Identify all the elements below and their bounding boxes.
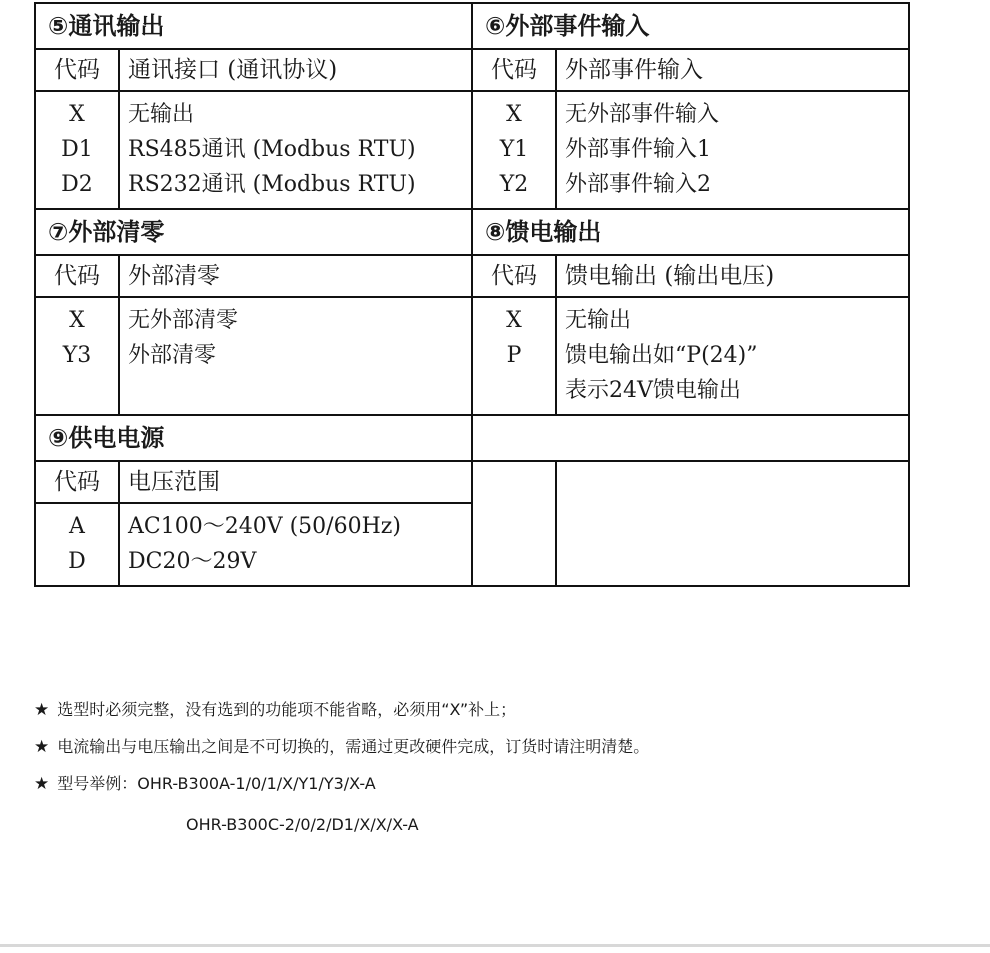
note-text: 型号举例：OHR-B300A-1/0/1/X/Y1/Y3/X-A — [57, 774, 376, 793]
desc-value: 外部事件输入1 — [565, 137, 712, 162]
col-header-code-6: 代码 — [472, 49, 556, 91]
blank-header-cell — [472, 415, 909, 461]
col-header-code-9: 代码 — [35, 461, 119, 503]
code-value: Y2 — [499, 172, 529, 197]
code-value: X — [506, 102, 522, 127]
desc-value: 无输出 — [128, 102, 195, 127]
code-value: Y3 — [62, 343, 92, 368]
table-row — [35, 3, 909, 49]
desc-value: DC20～29V — [128, 549, 257, 574]
col-header-desc-5: 通讯接口 (通讯协议) — [119, 49, 472, 91]
code-value: X — [506, 308, 522, 333]
section-header-external-reset: ⑦外部清零 — [35, 209, 472, 255]
col-header-code-8: 代码 — [472, 255, 556, 297]
code-value: A — [69, 514, 85, 539]
code-list-8 — [472, 297, 556, 415]
col-header-desc-7: 外部清零 — [119, 255, 472, 297]
table-row — [35, 255, 909, 297]
desc-list-7 — [119, 297, 472, 415]
code-value: D1 — [61, 137, 93, 162]
note-text: 选型时必须完整，没有选到的功能项不能省略，必须用“X”补上； — [57, 700, 517, 719]
code-list-9 — [35, 503, 119, 586]
code-list-6 — [472, 91, 556, 209]
star-icon: ★ — [34, 774, 50, 794]
model-selection-table — [34, 2, 910, 587]
section-header-feed-output: ⑧馈电输出 — [472, 209, 909, 255]
code-value: X — [69, 102, 85, 127]
bottom-divider — [0, 944, 990, 947]
code-value: D2 — [61, 172, 93, 197]
code-value: P — [506, 343, 522, 368]
col-header-desc-9: 电压范围 — [119, 461, 472, 503]
desc-list-5 — [119, 91, 472, 209]
star-icon: ★ — [34, 737, 50, 757]
blank-cell-right — [556, 461, 909, 586]
blank-cell-left — [472, 461, 556, 586]
desc-list-8 — [556, 297, 909, 415]
desc-value: 馈电输出如“P(24)” — [565, 343, 758, 368]
code-value: D — [68, 549, 86, 574]
code-list-7 — [35, 297, 119, 415]
col-header-code-7: 代码 — [35, 255, 119, 297]
desc-value: 外部事件输入2 — [565, 172, 712, 197]
desc-list-9 — [119, 503, 472, 586]
desc-value: RS232通讯 (Modbus RTU) — [128, 172, 416, 197]
code-value: X — [69, 308, 85, 333]
desc-value: 无外部清零 — [128, 308, 239, 333]
table-row — [35, 91, 909, 209]
col-header-desc-8: 馈电输出 (输出电压) — [556, 255, 909, 297]
note-item — [34, 700, 954, 720]
table-row — [35, 415, 909, 461]
note-text: 电流输出与电压输出之间是不可切换的，需通过更改硬件完成，订货时请注明清楚。 — [57, 737, 650, 756]
star-icon: ★ — [34, 700, 50, 720]
table-row — [35, 297, 909, 415]
code-list-5 — [35, 91, 119, 209]
table-row — [35, 461, 909, 503]
table-row — [35, 209, 909, 255]
section-header-power-supply: ⑨供电电源 — [35, 415, 472, 461]
desc-list-6 — [556, 91, 909, 209]
section-header-comm-output: ⑤通讯输出 — [35, 3, 472, 49]
desc-value-continued: 表示24V馈电输出 — [565, 378, 741, 403]
note-item-model-example — [34, 774, 954, 794]
model-example-second: OHR-B300C-2/0/2/D1/X/X/X-A — [186, 815, 419, 834]
section-header-external-event-input: ⑥外部事件输入 — [472, 3, 909, 49]
note-item — [34, 737, 954, 757]
desc-value: AC100～240V (50/60Hz) — [128, 514, 401, 539]
desc-value: 无外部事件输入 — [565, 102, 720, 127]
desc-value: RS485通讯 (Modbus RTU) — [128, 137, 416, 162]
col-header-code-5: 代码 — [35, 49, 119, 91]
desc-value: 无输出 — [565, 308, 632, 333]
code-value: Y1 — [499, 137, 529, 162]
col-header-desc-6: 外部事件输入 — [556, 49, 909, 91]
desc-value: 外部清零 — [128, 343, 217, 368]
table-row — [35, 49, 909, 91]
notes-section — [34, 700, 954, 839]
